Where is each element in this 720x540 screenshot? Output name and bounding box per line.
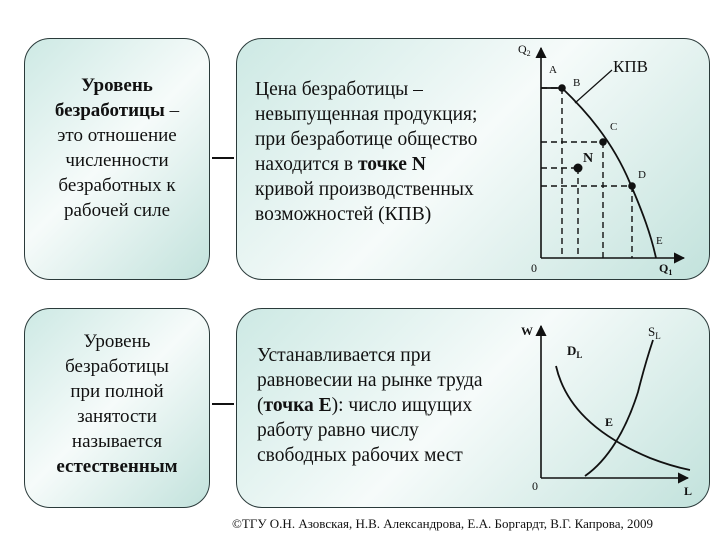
point-n-dot xyxy=(574,164,583,173)
equilibrium-line: равновесии на рынке труда xyxy=(257,370,483,391)
equilibrium-line: работу равно числу xyxy=(257,420,419,441)
ppf-label-leader xyxy=(575,70,612,103)
point-n-label: N xyxy=(583,151,594,166)
natural-line: безработицы xyxy=(65,356,169,377)
price-line: возможностей (КПВ) xyxy=(255,204,432,225)
point-a-label: A xyxy=(549,64,557,76)
definition-line: это отношение xyxy=(57,125,177,146)
price-line-text: находится в xyxy=(255,154,358,175)
natural-line: при полной xyxy=(70,381,164,402)
point-d-label: D xyxy=(638,169,646,181)
definition-line: Уровень xyxy=(81,75,153,96)
copyright-footer: ©ТГУ О.Н. Азовская, Н.В. Александрова, Е.А. Боргардт, В.Г. Капрова, 2009 xyxy=(232,516,653,531)
point-e-label: E xyxy=(656,235,663,247)
natural-line: называется xyxy=(71,431,163,452)
definition-dash: – xyxy=(164,100,180,121)
point-b-label: B xyxy=(573,77,581,89)
equilibrium-point-label: E xyxy=(605,415,614,429)
definition-bold-term: безработицы xyxy=(54,100,165,121)
labor-origin: 0 xyxy=(532,479,538,493)
equilibrium-line-text: ): число ищущих xyxy=(331,395,473,416)
equilibrium-line: свободных рабочих мест xyxy=(257,445,463,466)
point-c-label: C xyxy=(610,121,618,133)
point-c-dot xyxy=(599,138,607,146)
ppf-x-label: $Q_1$ xyxy=(659,261,673,277)
supply-label: $S_L$ xyxy=(648,324,661,341)
ppf-origin: 0 xyxy=(531,261,537,275)
labor-x-label: L xyxy=(684,484,693,498)
price-line: кривой производственных xyxy=(255,179,474,200)
definition-line: рабочей силе xyxy=(63,200,171,221)
ppf-curve-label: КПВ xyxy=(613,57,648,76)
labor-y-label: W xyxy=(521,324,533,338)
price-line: невыпущенная продукция; xyxy=(255,104,478,125)
definition-line: численности xyxy=(65,150,169,171)
point-n-term: точке N xyxy=(357,154,426,175)
equilibrium-line: Устанавливается при xyxy=(257,345,431,366)
demand-label: $D_L$ xyxy=(567,343,583,360)
ppf-y-label: $Q_2$ xyxy=(518,42,531,58)
natural-line: Уровень xyxy=(83,331,151,352)
price-line: Цена безработицы – xyxy=(255,79,423,100)
paren-open: ( xyxy=(257,395,264,416)
price-line: при безработице общество xyxy=(255,129,478,150)
point-d-dot xyxy=(628,182,636,190)
definition-line: безработных к xyxy=(58,175,176,196)
demand-curve xyxy=(556,366,690,470)
natural-line: занятости xyxy=(77,406,157,427)
point-b-dot xyxy=(558,84,566,92)
natural-bold-term: естественным xyxy=(56,456,178,477)
point-e-term: точка E xyxy=(263,395,332,416)
